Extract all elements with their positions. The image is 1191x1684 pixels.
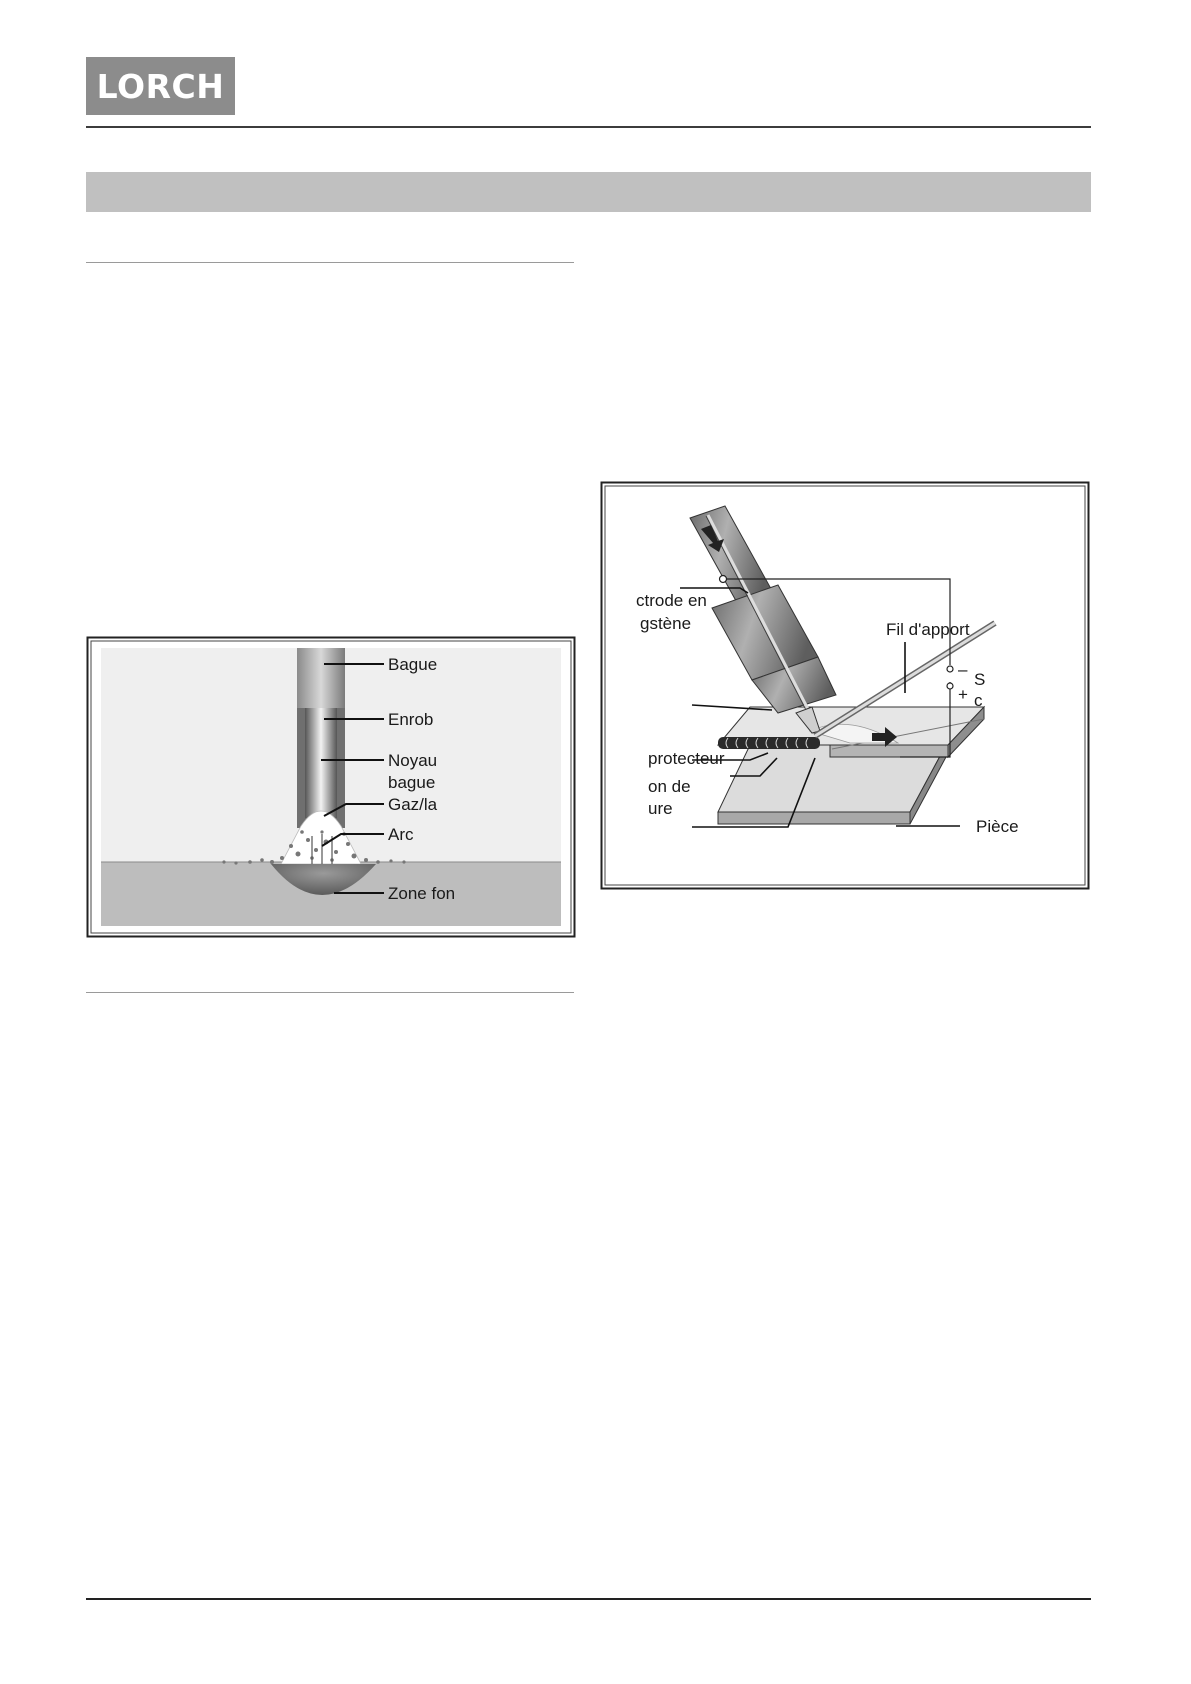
label-gaz: Gaz/la bbox=[388, 795, 438, 814]
label-noyau-line1: Noyau bbox=[388, 751, 438, 770]
electrode-welding-figure bbox=[86, 636, 576, 938]
label-plus: + bbox=[958, 685, 968, 704]
header-rule bbox=[86, 126, 1091, 128]
label-source-line2: c bbox=[974, 691, 983, 710]
label-enrobage: Enrob bbox=[388, 710, 434, 729]
left-column-rule-top bbox=[86, 262, 574, 263]
label-noyau-line2: bague bbox=[388, 773, 436, 792]
label-minus: – bbox=[958, 660, 968, 679]
label-bague: Bague bbox=[388, 655, 438, 674]
section-heading-band bbox=[86, 172, 1091, 212]
label-electrode-line1: ctrode en bbox=[636, 591, 707, 610]
lorch-logo: LORCH bbox=[86, 57, 235, 115]
footer-rule bbox=[86, 1598, 1091, 1600]
left-column-rule-bottom bbox=[86, 992, 574, 993]
label-source-line1: S bbox=[974, 670, 986, 689]
label-fil-apport: Fil d'apport bbox=[886, 620, 970, 639]
label-electrode-line2: gstène bbox=[640, 614, 692, 633]
tig-welding-figure bbox=[600, 481, 1090, 890]
label-piece: Pièce bbox=[976, 817, 1019, 836]
label-cordon-line1: on de bbox=[648, 777, 691, 796]
label-gaz-protecteur: protecteur bbox=[648, 749, 725, 768]
label-zone-fondue: Zone fon bbox=[388, 884, 456, 903]
label-arc: Arc bbox=[388, 825, 414, 844]
label-cordon-line2: ure bbox=[648, 799, 673, 818]
